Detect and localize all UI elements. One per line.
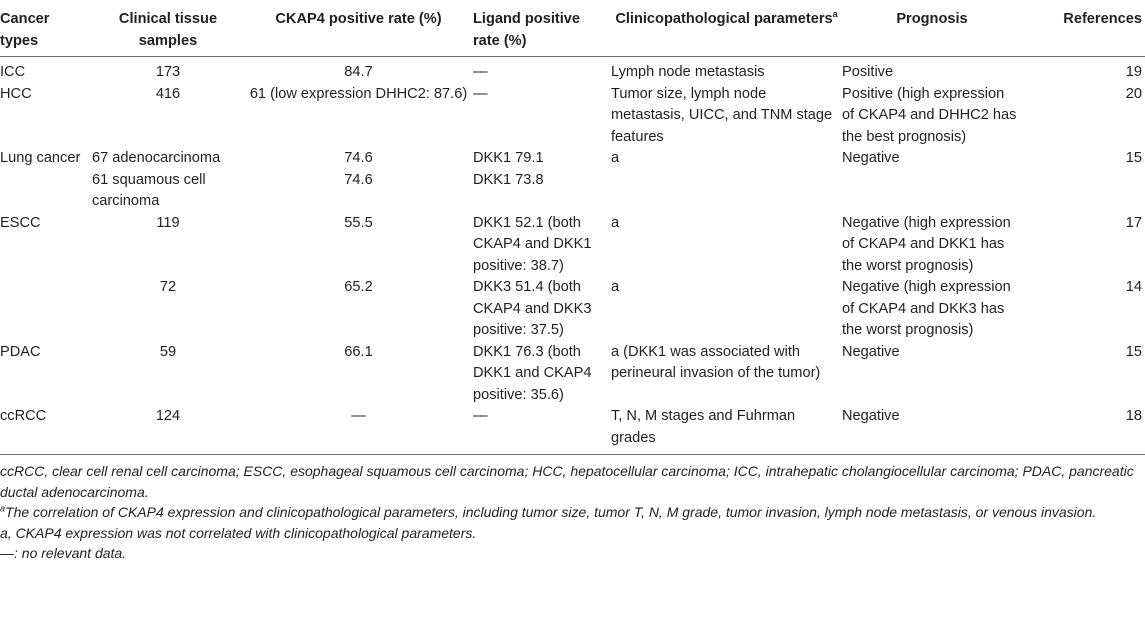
header-row	[0, 3, 1145, 57]
cell-clinico: Tumor size, lymph node metastasis, UICC, and TNM stage features	[611, 85, 833, 145]
cell-ligand: —	[473, 64, 488, 80]
cell-ref: 14	[1125, 279, 1142, 295]
cell-ligand: DKK1 79.1	[473, 150, 544, 166]
cell-prognosis: Negative (high expression of CKAP4 and DKK3 has the worst prognosis)	[842, 279, 1011, 338]
cell-samples: 119	[156, 214, 180, 231]
cell-prognosis: Positive	[842, 64, 894, 80]
cell-ckap4: 66.1	[344, 343, 373, 360]
table-row	[0, 170, 1145, 213]
cell-type	[0, 170, 92, 213]
header-ligand-rate: Ligand positive rate (%)	[473, 3, 611, 57]
header-cancer-types: Cancer types	[0, 3, 92, 57]
cell-ligand: DKK1 76.3 (both DKK1 and CKAP4 positive: 35.6)	[473, 343, 592, 403]
cell-type	[0, 277, 92, 342]
footnote-dash-symbol: —	[0, 545, 14, 561]
cell-ckap4: 74.6	[344, 171, 373, 188]
cell-samples: 173	[155, 64, 181, 80]
cell-ref: 17	[1125, 214, 1142, 231]
header-clinical-samples: Clinical tissue samples	[92, 3, 244, 57]
footnote-dash-text: : no relevant data.	[14, 545, 127, 561]
header-ckap4-rate: CKAP4 positive rate (%)	[244, 3, 473, 57]
footnote-abbreviations: ccRCC, clear cell renal cell carcinoma; ESCC, esophageal squamous cell carcinoma; HCC, hepatocellular carcinoma; ICC, intrahepatic cholangiocellular carcinoma; PDAC, pancreatic ductal adenocarcinoma.	[0, 463, 1134, 500]
cell-clinico	[611, 170, 842, 213]
footnote-a	[0, 502, 1145, 523]
cell-samples: 61 squamous cell carcinoma	[92, 171, 206, 209]
cell-ckap4: —	[244, 406, 473, 455]
table-row	[0, 148, 1145, 170]
cell-prognosis: Negative	[842, 406, 1022, 455]
cell-type: ICC	[0, 64, 26, 80]
cell-type: PDAC	[0, 343, 41, 360]
cell-samples: 67 adenocarcinoma	[92, 150, 221, 166]
cell-ckap4: 61 (low expression DHHC2: 87.6)	[249, 85, 468, 102]
cell-prognosis: Negative (high expression of CKAP4 and DKK1 has the worst prognosis)	[842, 214, 1011, 274]
cell-samples: 416	[155, 85, 181, 102]
cell-ckap4: 84.7	[344, 64, 373, 80]
table-row	[0, 57, 1145, 84]
table-row	[0, 406, 1145, 455]
cell-ref: 15	[1125, 150, 1142, 166]
cell-ligand: DKK3 51.4 (both CKAP4 and DKK3 positive: 37.5)	[473, 279, 592, 338]
cell-type: HCC	[0, 85, 32, 102]
header-clinico-label: Clinicopathological parameters	[615, 11, 833, 27]
cell-type: Lung cancer	[0, 150, 81, 166]
cell-type: ccRCC	[0, 406, 92, 455]
cell-ligand: —	[473, 85, 488, 102]
table-footnotes	[0, 455, 1145, 564]
table-row	[0, 277, 1145, 342]
footnote-dash	[0, 543, 1145, 564]
cell-type: ESCC	[0, 214, 41, 231]
table-row	[0, 84, 1145, 149]
footnote-a-text: The correlation of CKAP4 expression and clinicopathological parameters, including tumor size, tumor T, N, M grade, tumor invasion, lymph node metastasis, or venous invasion.	[5, 504, 1097, 520]
cell-ref: 15	[1125, 343, 1142, 360]
header-clinico-sup: a	[832, 9, 838, 20]
table-row	[0, 342, 1145, 407]
cell-ckap4: 65.2	[344, 279, 373, 295]
cell-prognosis: Positive (high expression of CKAP4 and DHHC2 has the best prognosis)	[842, 85, 1017, 145]
cell-ligand: DKK1 73.8	[473, 171, 544, 188]
header-clinico	[611, 3, 842, 57]
cell-clinico: a (DKK1 was associated with perineural invasion of the tumor)	[611, 343, 821, 381]
ckap4-table	[0, 3, 1145, 455]
cell-ligand: DKK1 52.1 (both CKAP4 and DKK1 positive: 38.7)	[473, 214, 592, 274]
header-prognosis: Prognosis	[842, 3, 1022, 57]
footnote-a-plain: a, CKAP4 expression was not correlated with clinicopathological parameters.	[0, 524, 477, 541]
cell-prognosis: Negative	[842, 343, 900, 360]
cell-prognosis	[842, 170, 1022, 213]
cell-ckap4: 55.5	[344, 214, 373, 231]
cell-clinico: a	[611, 150, 620, 166]
cell-ref: 18	[1022, 406, 1145, 455]
table-row	[0, 213, 1145, 278]
footnote-a-sup: a	[0, 503, 6, 514]
cell-ligand: —	[473, 406, 611, 455]
cell-ckap4: 74.6	[344, 150, 373, 166]
cell-ref	[1022, 170, 1145, 213]
cell-ref: 19	[1125, 64, 1142, 80]
cell-samples: 72	[159, 279, 177, 295]
cell-clinico: T, N, M stages and Fuhrman grades	[611, 406, 842, 455]
cell-samples: 59	[159, 343, 177, 360]
cell-prognosis: Negative	[842, 150, 900, 166]
cell-ref: 20	[1125, 85, 1142, 102]
cell-clinico: a	[611, 279, 620, 295]
cell-clinico: a	[611, 214, 620, 231]
header-references: References	[1022, 3, 1145, 57]
cell-samples: 124	[92, 406, 244, 455]
cell-clinico: Lymph node metastasis	[611, 64, 765, 80]
